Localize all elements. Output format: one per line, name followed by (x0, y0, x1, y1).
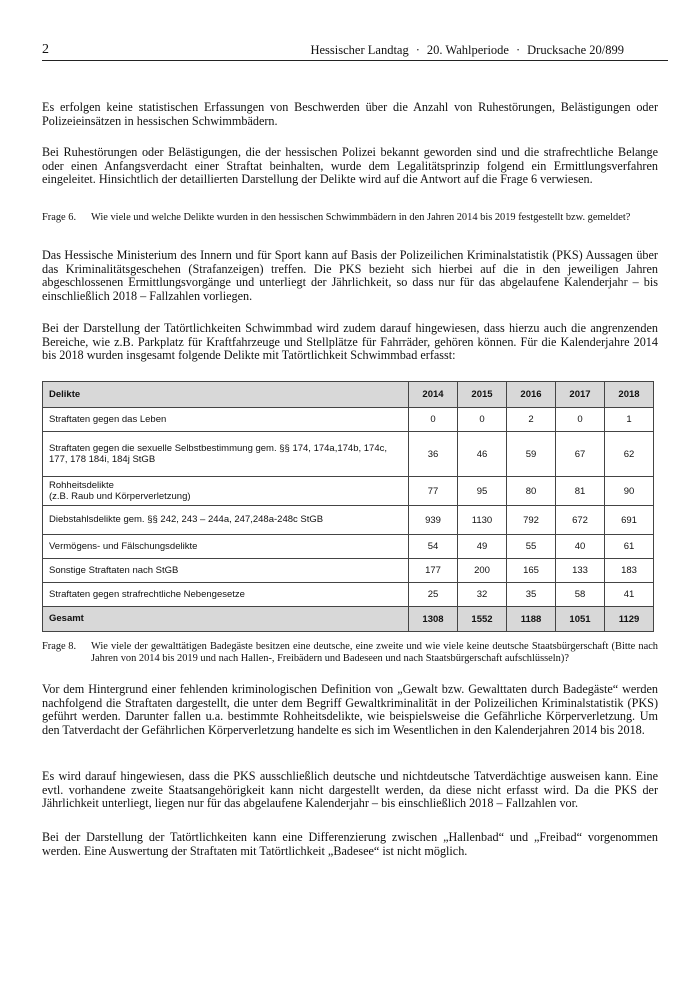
paragraph: Es wird darauf hingewiesen, dass die PKS ausschließlich deutsche und nichtdeutsche Tatverdächtige ausweisen kann. Eine evtl. vorhandene zweite Staatsangehörigkeit kann nicht dargestellt werden, da diese nicht erfasst wird. Da die PKS der Jährlichkeit unterliegt, liegen nur für das abgelaufene Kalenderjahr – bis einschließlich 2018 – Fallzahlen vor. (42, 769, 658, 811)
question-text: Wie viele und welche Delikte wurden in den hessischen Schwimmbädern in den Jahren 2014 bis 2019 festgestellt bzw. gemeldet? (91, 212, 631, 223)
cell-value: 54 (409, 535, 458, 559)
cell-value: 90 (605, 477, 654, 506)
table-header-row (43, 382, 654, 408)
paragraph: Bei der Darstellung der Tatörtlichkeiten Schwimmbad wird zudem darauf hingewiesen, dass hierzu auch die angrenzenden Bereiche, wie z.B. Parkplatz für Kraftfahrzeuge und Stellplätze für Fahrräder, gehören können. Für die Kalenderjahre 2014 bis 2018 wurden insgesamt folgende Delikte mit Tatörtlichkeit Schwimmbad erfasst: (42, 321, 658, 363)
cell-value: 165 (507, 559, 556, 583)
column-header: 2014 (409, 382, 458, 408)
paragraph: Vor dem Hintergrund einer fehlenden kriminologischen Definition von „Gewalt bzw. Gewalttaten durch Badegäste“ werden nachfolgend die Straftaten dargestellt, die unter dem Begriff Gewaltkriminalität in der Polizeilichen Kriminalstatistik (PKS) geführt werden. Darunter fallen u.a. bestimmte Rohheitsdelikte, wie beispielsweise die Gefährliche Körperverletzung. Um den Tatverdacht der Gefährlichen Körperverletzung handelte es sich im Wesentlichen in den Kalenderjahren 2014 bis 2018. (42, 682, 658, 737)
row-label: Vermögens- und Fälschungsdelikte (43, 535, 409, 559)
column-header: 2017 (556, 382, 605, 408)
header-separator: · (415, 43, 420, 57)
cell-value: 25 (409, 583, 458, 607)
header-separator: · (515, 43, 521, 57)
table-row (43, 432, 654, 477)
table-row (43, 559, 654, 583)
offense-table (42, 381, 654, 632)
table-row (43, 477, 654, 506)
cell-value: 1130 (458, 506, 507, 535)
cell-value: 59 (507, 432, 556, 477)
page-header (42, 42, 668, 61)
cell-value: 939 (409, 506, 458, 535)
cell-value: 177 (409, 559, 458, 583)
cell-value: 81 (556, 477, 605, 506)
paragraph: Es erfolgen keine statistischen Erfassungen von Beschwerden über die Anzahl von Ruhestörungen, Belästigungen oder Polizeieinsätzen in hessischen Schwimmbädern. (42, 100, 658, 128)
column-header: 2018 (605, 382, 654, 408)
cell-value: 1129 (605, 607, 654, 632)
column-header: Delikte (43, 382, 409, 408)
row-label: Straftaten gegen das Leben (43, 408, 409, 432)
paragraph: Bei Ruhestörungen oder Belästigungen, die der hessischen Polizei bekannt geworden sind und die strafrechtliche Belange oder einen Anfangsverdacht einer Straftat beinhalten, wurde dem Legalitätsprinzip folgend ein Ermittlungsverfahren eingeleitet. Hinsichtlich der detaillierten Darstellung der Delikte wird auf die Antwort auf die Frage 6 verwiesen. (42, 145, 658, 187)
page-number: 2 (42, 42, 49, 57)
cell-value: 36 (409, 432, 458, 477)
paragraph: Das Hessische Ministerium des Innern und für Sport kann auf Basis der Polizeilichen Kriminalstatistik (PKS) Aussagen über das Kriminalitätsgeschehen (Strafanzeigen) treffen. Die PKS bezieht sich hierbei auf die in den jeweiligen Jahren abgeschlossenen Ermittlungsvorgänge und unterliegt der Jährlichkeit, so dass nur für das abgelaufene Kalenderjahr – bis einschließlich 2018 – Fallzahlen vorliegen. (42, 248, 658, 303)
cell-value: 672 (556, 506, 605, 535)
cell-value: 200 (458, 559, 507, 583)
cell-value: 0 (409, 408, 458, 432)
cell-value: 35 (507, 583, 556, 607)
cell-value: 1188 (507, 607, 556, 632)
header-title (310, 43, 624, 58)
cell-value: 1051 (556, 607, 605, 632)
cell-value: 77 (409, 477, 458, 506)
table-row (43, 408, 654, 432)
cell-value: 1 (605, 408, 654, 432)
cell-value: 58 (556, 583, 605, 607)
row-label: Sonstige Straftaten nach StGB (43, 559, 409, 583)
column-header: 2016 (507, 382, 556, 408)
cell-value: 691 (605, 506, 654, 535)
table-row (43, 583, 654, 607)
cell-value: 55 (507, 535, 556, 559)
table-total-row (43, 607, 654, 632)
cell-value: 133 (556, 559, 605, 583)
cell-value: 40 (556, 535, 605, 559)
question-label: Frage 8. (42, 641, 77, 652)
table-row (43, 506, 654, 535)
cell-value: 41 (605, 583, 654, 607)
header-document: Drucksache 20/899 (527, 43, 624, 57)
row-label: Diebstahlsdelikte gem. §§ 242, 243 – 244a, 247,248a-248c StGB (43, 506, 409, 535)
cell-value: 61 (605, 535, 654, 559)
header-period: 20. Wahlperiode (426, 43, 509, 57)
paragraph: Bei der Darstellung der Tatörtlichkeiten kann eine Differenzierung zwischen „Hallenbad“ und „Freibad“ vorgenommen werden. Eine Auswertung der Straftaten mit Tatörtlichkeit „Badesee“ ist nicht möglich. (42, 830, 658, 858)
cell-value: 49 (458, 535, 507, 559)
question-label: Frage 6. (42, 212, 77, 223)
row-label: Gesamt (43, 607, 409, 632)
row-label: Straftaten gegen die sexuelle Selbstbestimmung gem. §§ 174, 174a,174b, 174c, 177, 178 184i, 184j StGB (43, 432, 409, 477)
header-publisher: Hessischer Landtag (310, 43, 409, 57)
cell-value: 95 (458, 477, 507, 506)
row-label: Rohheitsdelikte (z.B. Raub und Körperverletzung) (43, 477, 409, 506)
cell-value: 0 (556, 408, 605, 432)
cell-value: 80 (507, 477, 556, 506)
cell-value: 1552 (458, 607, 507, 632)
cell-value: 67 (556, 432, 605, 477)
cell-value: 32 (458, 583, 507, 607)
question-text: Wie viele der gewalttätigen Badegäste besitzen eine deutsche, eine zweite und wie viele keine deutsche Staatsbürgerschaft (Bitte nach Jahren von 2014 bis 2019 und nach Hallen-, Freibädern und Badeseen und nach Staatsbürgerschaft aufschlüsseln)? (91, 641, 658, 664)
table-row (43, 535, 654, 559)
cell-value: 62 (605, 432, 654, 477)
cell-value: 183 (605, 559, 654, 583)
column-header: 2015 (458, 382, 507, 408)
cell-value: 46 (458, 432, 507, 477)
cell-value: 792 (507, 506, 556, 535)
row-label: Straftaten gegen strafrechtliche Nebengesetze (43, 583, 409, 607)
cell-value: 2 (507, 408, 556, 432)
cell-value: 0 (458, 408, 507, 432)
cell-value: 1308 (409, 607, 458, 632)
